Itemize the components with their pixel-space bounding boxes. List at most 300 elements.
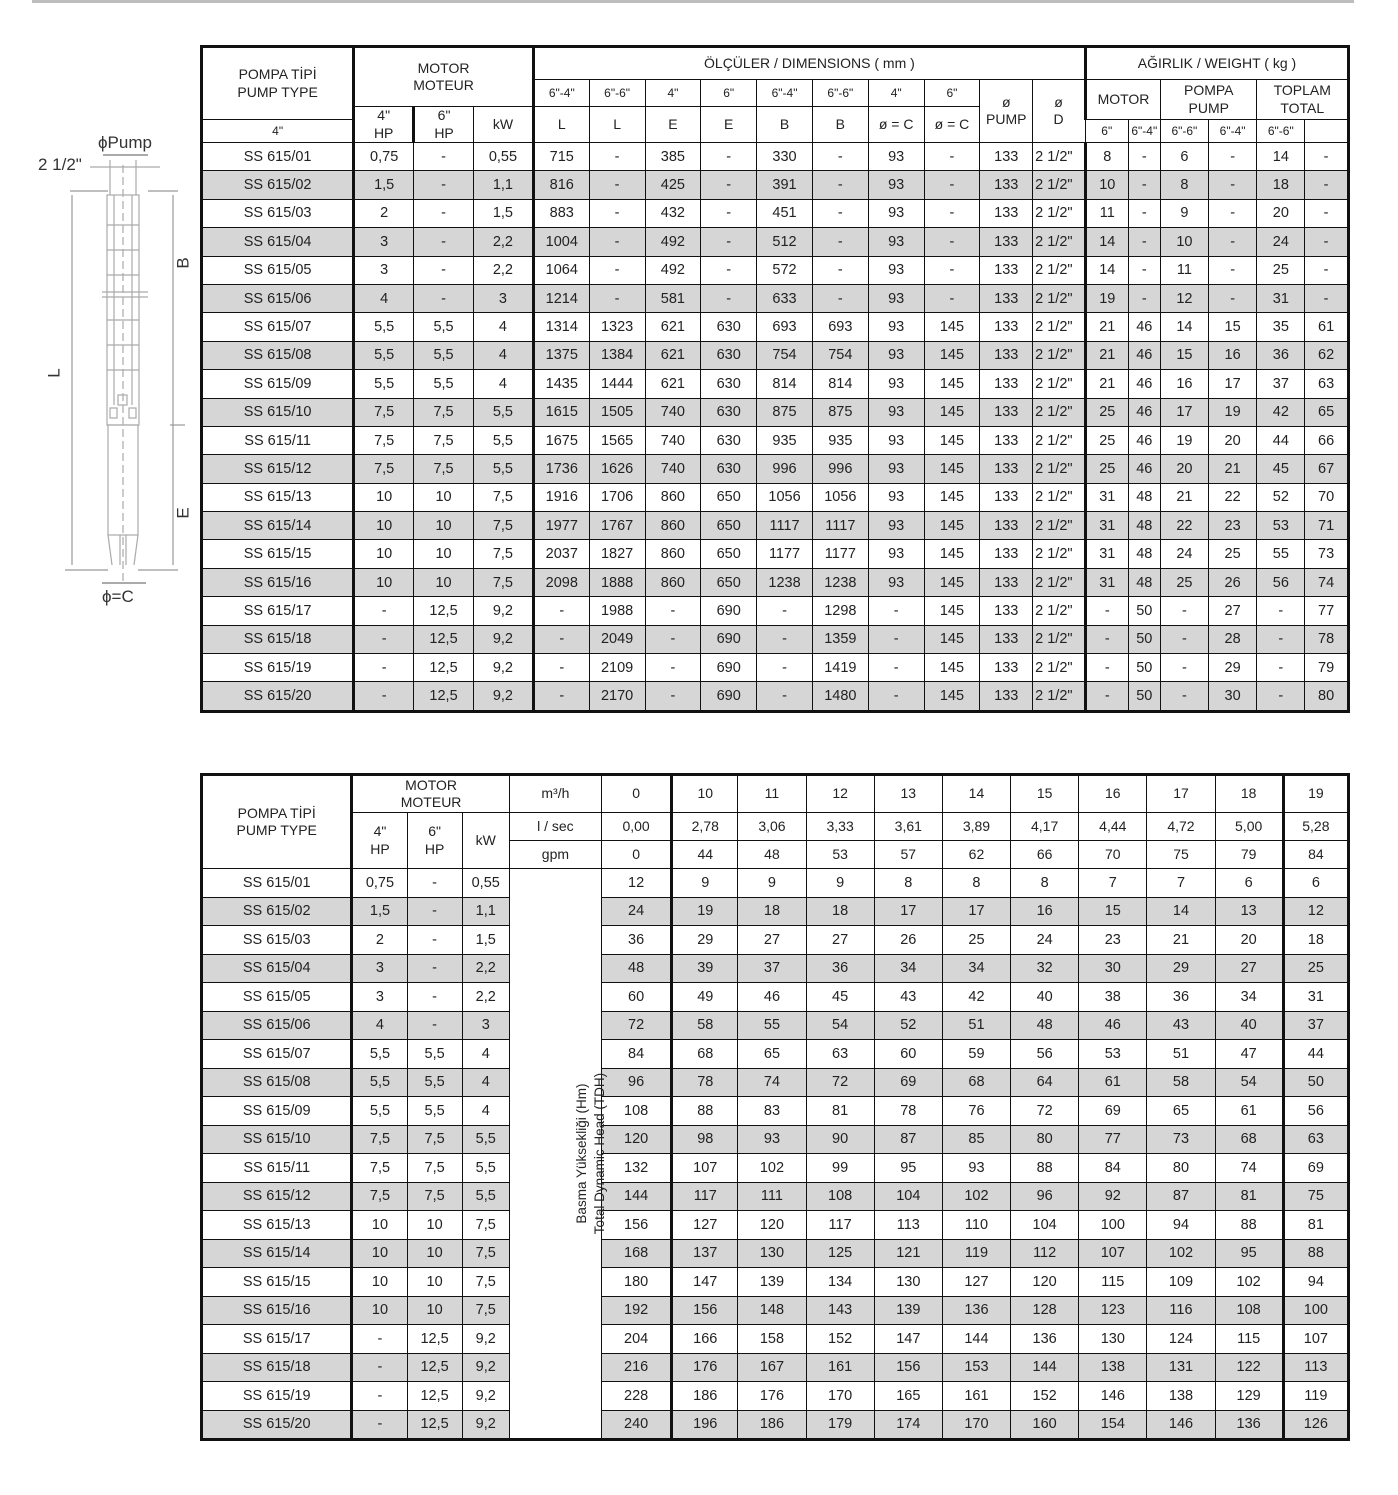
head-value-cell: 55 xyxy=(738,1011,806,1040)
table-row xyxy=(202,1154,1349,1183)
hp-unit: HP xyxy=(370,840,390,857)
head-value-cell: 156 xyxy=(602,1211,672,1240)
table-cell: 2 1/2" xyxy=(1033,597,1086,625)
head-value-cell: 130 xyxy=(874,1268,942,1297)
head-value-cell: 63 xyxy=(806,1040,874,1069)
pump-model-cell: SS 615/07 xyxy=(202,313,354,341)
table-cell: 2 1/2" xyxy=(1033,426,1086,454)
table-cell: - xyxy=(589,171,645,199)
table-cell: 133 xyxy=(980,625,1033,653)
table-cell: 451 xyxy=(757,199,813,227)
table-cell: 330 xyxy=(757,143,813,171)
head-value-cell: 85 xyxy=(942,1125,1010,1154)
head-value-cell: 102 xyxy=(1215,1268,1283,1297)
table-cell: - xyxy=(1128,143,1160,171)
head-value-cell: 31 xyxy=(1283,983,1348,1012)
pump-model-cell: SS 615/11 xyxy=(202,426,354,454)
head-value-cell: 43 xyxy=(1147,1011,1215,1040)
table-cell: 2,2 xyxy=(462,983,509,1012)
size-6-c: 6" xyxy=(924,80,980,107)
head-value-cell: 156 xyxy=(672,1296,738,1325)
table-cell: 391 xyxy=(757,171,813,199)
head-value-cell: 138 xyxy=(1079,1353,1147,1382)
table-cell: 24 xyxy=(1161,540,1209,568)
table-cell: 1214 xyxy=(533,284,589,312)
pump-model-cell: SS 615/03 xyxy=(202,199,354,227)
table-cell: 10 xyxy=(354,540,414,568)
table-cell: 9,2 xyxy=(473,654,533,682)
head-value-cell: 152 xyxy=(1011,1382,1079,1411)
table-cell: - xyxy=(812,199,868,227)
table-row xyxy=(202,398,1349,426)
table-cell: 67 xyxy=(1305,455,1349,483)
top-divider xyxy=(32,0,1354,3)
head-value-cell: 122 xyxy=(1215,1353,1283,1382)
table-cell: 79 xyxy=(1305,654,1349,682)
table-cell: 1298 xyxy=(812,597,868,625)
pump-model-cell: SS 615/12 xyxy=(202,1182,352,1211)
head-value-cell: 96 xyxy=(1011,1182,1079,1211)
head-value-cell: 108 xyxy=(1215,1296,1283,1325)
head-value-cell: 186 xyxy=(672,1382,738,1411)
pump-model-cell: SS 615/11 xyxy=(202,1154,352,1183)
table-cell: - xyxy=(414,199,474,227)
table-cell: - xyxy=(701,143,757,171)
table-cell: - xyxy=(1128,171,1160,199)
table-row xyxy=(202,171,1349,199)
table-row xyxy=(202,1211,1349,1240)
table-cell: 31 xyxy=(1085,512,1128,540)
table-cell: - xyxy=(589,284,645,312)
flow-m3h-0: 0 xyxy=(602,775,672,813)
head-value-cell: 120 xyxy=(1011,1268,1079,1297)
table-cell: - xyxy=(1161,682,1209,711)
table-cell: 7,5 xyxy=(462,1296,509,1325)
motor-tr: MOTOR xyxy=(417,59,470,76)
table-cell: 21 xyxy=(1208,455,1257,483)
head-value-cell: 45 xyxy=(806,983,874,1012)
weight-pump-6-4: 6"-4" xyxy=(1128,120,1160,143)
table-cell: 10 xyxy=(1161,228,1209,256)
head-value-cell: 102 xyxy=(1147,1239,1215,1268)
d-diameter-header xyxy=(1033,80,1086,143)
table-cell: 20 xyxy=(1208,426,1257,454)
head-value-cell: 20 xyxy=(1215,926,1283,955)
table-cell: 12,5 xyxy=(407,1382,462,1411)
table-cell: 814 xyxy=(812,370,868,398)
head-value-cell: 27 xyxy=(738,926,806,955)
table-cell: 3 xyxy=(352,983,407,1012)
table-cell: 1,5 xyxy=(473,199,533,227)
table-cell: 1,5 xyxy=(352,897,407,926)
flow-ls-0: 0,00 xyxy=(602,813,672,841)
table-cell: - xyxy=(924,199,980,227)
head-value-cell: 119 xyxy=(1283,1382,1348,1411)
letter-b-2: B xyxy=(812,107,868,143)
head-value-cell: 174 xyxy=(874,1410,942,1440)
table-cell: 630 xyxy=(701,341,757,369)
head-value-cell: 36 xyxy=(602,926,672,955)
head-value-cell: 121 xyxy=(874,1239,942,1268)
table-row xyxy=(202,869,1349,898)
table-cell: 2 1/2" xyxy=(1033,228,1086,256)
head-value-cell: 88 xyxy=(1283,1239,1348,1268)
table-cell: 4 xyxy=(473,313,533,341)
table-cell: - xyxy=(812,256,868,284)
table-row xyxy=(202,512,1349,540)
table-cell: 22 xyxy=(1161,512,1209,540)
head-value-cell: 69 xyxy=(1283,1154,1348,1183)
table-cell: 25 xyxy=(1208,540,1257,568)
table-cell: - xyxy=(1128,256,1160,284)
table-cell: 1238 xyxy=(812,568,868,596)
table-cell: 1444 xyxy=(589,370,645,398)
head-value-cell: 68 xyxy=(672,1040,738,1069)
table-row xyxy=(202,1268,1349,1297)
head-value-cell: 161 xyxy=(806,1353,874,1382)
table-cell: - xyxy=(757,654,813,682)
head-value-cell: 80 xyxy=(1147,1154,1215,1183)
table-cell: - xyxy=(757,597,813,625)
table-cell: 133 xyxy=(980,228,1033,256)
head-value-cell: 61 xyxy=(1079,1068,1147,1097)
flow-gpm-10: 84 xyxy=(1283,841,1348,869)
table-cell: 492 xyxy=(645,228,701,256)
head-value-cell: 8 xyxy=(942,869,1010,898)
head-value-cell: 88 xyxy=(1215,1211,1283,1240)
table-cell: 145 xyxy=(924,483,980,511)
head-value-cell: 23 xyxy=(1079,926,1147,955)
table-cell: 1988 xyxy=(589,597,645,625)
head-value-cell: 98 xyxy=(672,1125,738,1154)
table-cell: 1675 xyxy=(533,426,589,454)
head-value-cell: 46 xyxy=(1079,1011,1147,1040)
table-cell: - xyxy=(812,228,868,256)
table-cell: 10 xyxy=(354,483,414,511)
table-cell: 55 xyxy=(1257,540,1305,568)
table-cell: 12,5 xyxy=(414,625,474,653)
table-cell: 2049 xyxy=(589,625,645,653)
table-cell: 50 xyxy=(1128,625,1160,653)
head-value-cell: 90 xyxy=(806,1125,874,1154)
head-value-cell: 152 xyxy=(806,1325,874,1354)
table-cell: 31 xyxy=(1085,568,1128,596)
table-cell: 10 xyxy=(354,568,414,596)
table-cell: - xyxy=(352,1353,407,1382)
table-cell: - xyxy=(1305,284,1349,312)
table-cell: 5,5 xyxy=(473,426,533,454)
table-row xyxy=(202,1382,1349,1411)
hp4-size: 4" xyxy=(377,107,391,123)
head-value-cell: 107 xyxy=(672,1154,738,1183)
head-value-cell: 156 xyxy=(874,1353,942,1382)
head-value-cell: 136 xyxy=(1011,1325,1079,1354)
head-value-cell: 204 xyxy=(602,1325,672,1354)
table-cell: 621 xyxy=(645,370,701,398)
table-cell: - xyxy=(1208,228,1257,256)
pump-model-cell: SS 615/01 xyxy=(202,869,352,898)
table-cell: 25 xyxy=(1085,426,1128,454)
head-value-cell: 34 xyxy=(942,954,1010,983)
table-cell: 53 xyxy=(1257,512,1305,540)
head-value-cell: 102 xyxy=(942,1182,1010,1211)
table-cell: 25 xyxy=(1161,568,1209,596)
table-cell: 633 xyxy=(757,284,813,312)
table-cell: 48 xyxy=(1128,568,1160,596)
head-value-cell: 102 xyxy=(738,1154,806,1183)
flow-ls-8: 4,72 xyxy=(1147,813,1215,841)
table-cell: 1767 xyxy=(589,512,645,540)
head-value-cell: 134 xyxy=(806,1268,874,1297)
table-cell: 1435 xyxy=(533,370,589,398)
table-cell: 1888 xyxy=(589,568,645,596)
table-row xyxy=(202,625,1349,653)
table-cell: 7,5 xyxy=(414,398,474,426)
head-value-cell: 51 xyxy=(1147,1040,1215,1069)
head-value-cell: 69 xyxy=(1079,1097,1147,1126)
head-value-cell: 7 xyxy=(1079,869,1147,898)
kw-header: kW xyxy=(462,813,509,869)
table-cell: 2170 xyxy=(589,682,645,711)
table-row xyxy=(202,540,1349,568)
head-value-cell: 144 xyxy=(942,1325,1010,1354)
table-cell: 20 xyxy=(1161,455,1209,483)
table-cell: 20 xyxy=(1257,199,1305,227)
table-cell: 80 xyxy=(1305,682,1349,711)
table-cell: - xyxy=(701,256,757,284)
flow-m3h-5: 14 xyxy=(942,775,1010,813)
table-cell: 48 xyxy=(1128,483,1160,511)
table-cell: 883 xyxy=(533,199,589,227)
table-cell: - xyxy=(1208,171,1257,199)
table-cell: 12,5 xyxy=(407,1353,462,1382)
table-cell: 5,5 xyxy=(462,1125,509,1154)
table-cell: 93 xyxy=(868,228,924,256)
table-cell: 77 xyxy=(1305,597,1349,625)
pump-model-cell: SS 615/13 xyxy=(202,483,354,511)
head-value-cell: 32 xyxy=(1011,954,1079,983)
table-cell: 1314 xyxy=(533,313,589,341)
table-cell: 50 xyxy=(1128,682,1160,711)
head-value-cell: 144 xyxy=(1011,1353,1079,1382)
weight-motor-6: 6" xyxy=(1085,120,1128,143)
size-6-e: 6" xyxy=(701,80,757,107)
table-cell: 93 xyxy=(868,341,924,369)
table-row xyxy=(202,1097,1349,1126)
table-cell: 3 xyxy=(354,228,414,256)
head-value-cell: 40 xyxy=(1011,983,1079,1012)
table-cell: 5,5 xyxy=(354,370,414,398)
table-cell: - xyxy=(701,228,757,256)
head-value-cell: 36 xyxy=(1147,983,1215,1012)
head-value-cell: 130 xyxy=(1079,1325,1147,1354)
table-cell: 145 xyxy=(924,654,980,682)
table-cell: 7,5 xyxy=(354,426,414,454)
table-cell: 996 xyxy=(812,455,868,483)
head-value-cell: 34 xyxy=(874,954,942,983)
head-value-cell: 119 xyxy=(942,1239,1010,1268)
head-value-cell: 72 xyxy=(806,1068,874,1097)
head-value-cell: 27 xyxy=(1215,954,1283,983)
table-cell: 1056 xyxy=(812,483,868,511)
head-value-cell: 228 xyxy=(602,1382,672,1411)
table-cell: - xyxy=(414,284,474,312)
table-cell: 1419 xyxy=(812,654,868,682)
table-cell: 93 xyxy=(868,455,924,483)
head-value-cell: 44 xyxy=(1283,1040,1348,1069)
flow-m3h-10: 19 xyxy=(1283,775,1348,813)
table-cell: 2 1/2" xyxy=(1033,284,1086,312)
table-cell: - xyxy=(354,597,414,625)
b-dimension-label: B xyxy=(173,257,193,269)
table-cell: - xyxy=(924,284,980,312)
head-value-cell: 25 xyxy=(942,926,1010,955)
table-cell: - xyxy=(868,682,924,711)
head-value-cell: 75 xyxy=(1283,1182,1348,1211)
head-value-cell: 29 xyxy=(672,926,738,955)
table-cell: - xyxy=(589,199,645,227)
table-cell: 61 xyxy=(1305,313,1349,341)
letter-l-2: L xyxy=(589,107,645,143)
table-cell: - xyxy=(701,199,757,227)
table-row xyxy=(202,897,1349,926)
table-cell: 2 1/2" xyxy=(1033,682,1086,711)
head-value-cell: 6 xyxy=(1283,869,1348,898)
table-cell: 11 xyxy=(1085,199,1128,227)
table-cell: - xyxy=(1305,171,1349,199)
head-value-cell: 37 xyxy=(1283,1011,1348,1040)
pump-model-cell: SS 615/09 xyxy=(202,370,354,398)
table-cell: 0,55 xyxy=(462,869,509,898)
table-cell: 3 xyxy=(354,256,414,284)
head-value-cell: 9 xyxy=(806,869,874,898)
table-cell: 36 xyxy=(1257,341,1305,369)
table-row xyxy=(202,341,1349,369)
table-cell: 740 xyxy=(645,455,701,483)
c-diameter-label: ϕ=C xyxy=(102,587,134,606)
table-cell: 650 xyxy=(701,540,757,568)
head-value-cell: 167 xyxy=(738,1353,806,1382)
head-value-cell: 93 xyxy=(738,1125,806,1154)
table-cell: 2 1/2" xyxy=(1033,341,1086,369)
table-cell: 6 xyxy=(1161,143,1209,171)
table-cell: 14 xyxy=(1161,313,1209,341)
table-cell: 66 xyxy=(1305,426,1349,454)
table-cell: 572 xyxy=(757,256,813,284)
table-cell: - xyxy=(533,654,589,682)
table-cell: - xyxy=(352,1410,407,1440)
flow-gpm-2: 48 xyxy=(738,841,806,869)
table-cell: - xyxy=(868,597,924,625)
table-row xyxy=(202,1296,1349,1325)
table-cell: 19 xyxy=(1208,398,1257,426)
table-cell: 70 xyxy=(1305,483,1349,511)
head-value-cell: 21 xyxy=(1147,926,1215,955)
table-cell: 0,75 xyxy=(354,143,414,171)
table-cell: 9,2 xyxy=(462,1410,509,1440)
head-value-cell: 147 xyxy=(672,1268,738,1297)
table-cell: 3 xyxy=(462,1011,509,1040)
table-row xyxy=(202,597,1349,625)
table-cell: 1615 xyxy=(533,398,589,426)
pump-model-cell: SS 615/10 xyxy=(202,398,354,426)
pump-diagram xyxy=(30,125,195,615)
pump-type-en: PUMP TYPE xyxy=(237,83,318,100)
head-value-cell: 8 xyxy=(874,869,942,898)
table-cell: 5,5 xyxy=(407,1040,462,1069)
table-cell: 2 1/2" xyxy=(1033,370,1086,398)
head-value-cell: 18 xyxy=(806,897,874,926)
table-cell: - xyxy=(1128,228,1160,256)
table-cell: - xyxy=(354,654,414,682)
head-value-cell: 115 xyxy=(1079,1268,1147,1297)
table-cell: 15 xyxy=(1208,313,1257,341)
motor-header xyxy=(352,775,509,813)
table-cell: 1238 xyxy=(757,568,813,596)
table-row xyxy=(202,1040,1349,1069)
table-cell: - xyxy=(1257,625,1305,653)
head-value-cell: 17 xyxy=(942,897,1010,926)
table-cell: - xyxy=(354,682,414,711)
table-row xyxy=(202,256,1349,284)
table-cell: 1505 xyxy=(589,398,645,426)
hp6-size: 6" xyxy=(428,823,441,839)
table-cell: 8 xyxy=(1085,143,1128,171)
weight-pump-6-6: 6"-6" xyxy=(1161,120,1209,143)
table-row xyxy=(202,313,1349,341)
table-cell: 21 xyxy=(1085,313,1128,341)
table-cell: 7,5 xyxy=(414,426,474,454)
head-value-cell: 48 xyxy=(1011,1011,1079,1040)
hp-unit: HP xyxy=(424,840,445,857)
table-cell: - xyxy=(1305,143,1349,171)
head-value-cell: 46 xyxy=(738,983,806,1012)
flow-ls-3: 3,33 xyxy=(806,813,874,841)
table-cell: - xyxy=(812,284,868,312)
table-cell: 1177 xyxy=(757,540,813,568)
table-cell: 7,5 xyxy=(407,1154,462,1183)
table-cell: 690 xyxy=(701,597,757,625)
table-cell: 133 xyxy=(980,540,1033,568)
table-cell: 2 1/2" xyxy=(1033,568,1086,596)
head-value-cell: 179 xyxy=(806,1410,874,1440)
table-row xyxy=(202,143,1349,171)
pump-model-cell: SS 615/06 xyxy=(202,284,354,312)
table-cell: - xyxy=(1085,682,1128,711)
table-cell: - xyxy=(414,171,474,199)
table-cell: 1375 xyxy=(533,341,589,369)
table-cell: 9,2 xyxy=(473,597,533,625)
table-cell: 2 1/2" xyxy=(1033,625,1086,653)
head-value-cell: 84 xyxy=(1079,1154,1147,1183)
pump-model-cell: SS 615/15 xyxy=(202,1268,352,1297)
size-4-c: 4" xyxy=(868,80,924,107)
table-cell: 93 xyxy=(868,398,924,426)
table-row xyxy=(202,926,1349,955)
head-value-cell: 116 xyxy=(1147,1296,1215,1325)
table-cell: 93 xyxy=(868,143,924,171)
table-cell: 1177 xyxy=(812,540,868,568)
table-cell: - xyxy=(352,1382,407,1411)
table-cell: 630 xyxy=(701,398,757,426)
head-value-cell: 56 xyxy=(1011,1040,1079,1069)
table-cell: 1,1 xyxy=(473,171,533,199)
table-cell: - xyxy=(407,1011,462,1040)
table-cell: 5,5 xyxy=(473,455,533,483)
table-cell: 145 xyxy=(924,398,980,426)
flow-m3h-8: 17 xyxy=(1147,775,1215,813)
pump-type-header xyxy=(202,775,352,869)
